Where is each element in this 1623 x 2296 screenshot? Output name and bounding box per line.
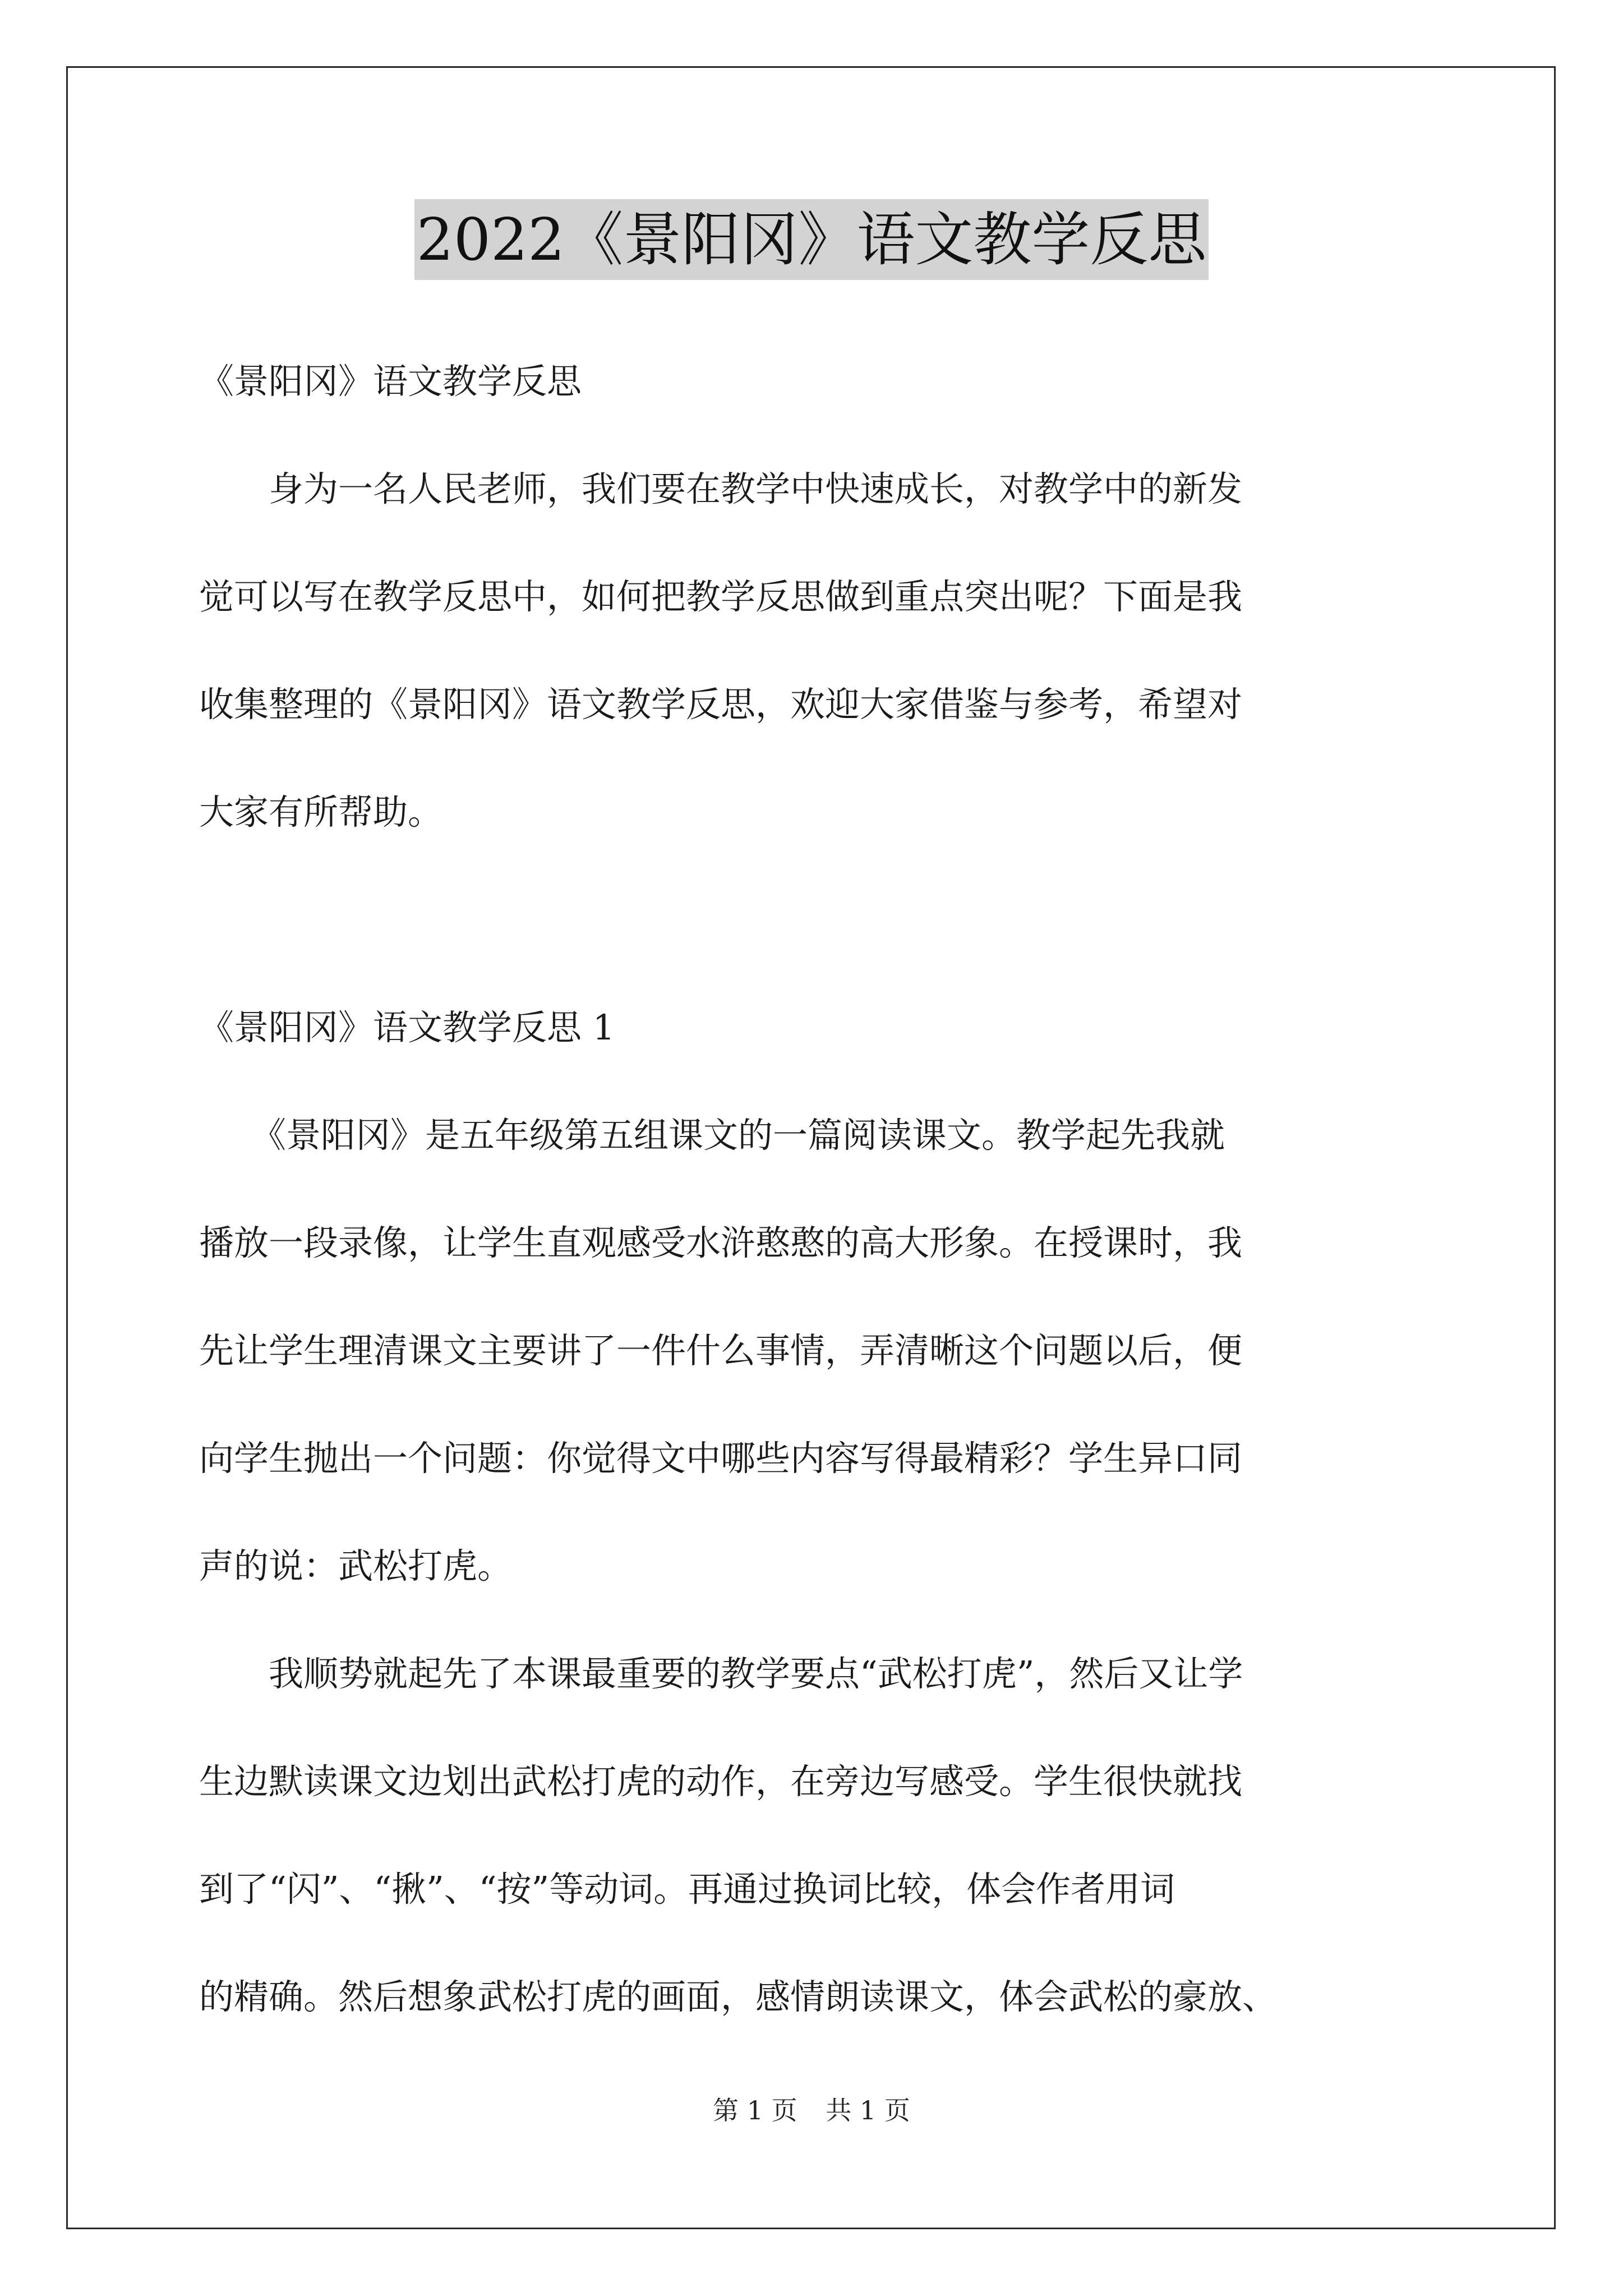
paragraph-line: 先让学生理清课文主要讲了一件什么事情，弄清晰这个问题以后，便 <box>199 1330 1243 1371</box>
paragraph-line: 向学生抛出一个问题：你觉得文中哪些内容写得最精彩？学生异口同 <box>199 1438 1243 1479</box>
section-heading: 《景阳冈》语文教学反思 1 <box>199 1007 615 1048</box>
intro-line: 身为一名人民老师，我们要在教学中快速成长，对教学中的新发 <box>199 468 1243 509</box>
paragraph-line: 到了“闪”、“揪”、“按”等动词。再通过换词比较，体会作者用词 <box>199 1869 1175 1910</box>
subtitle: 《景阳冈》语文教学反思 <box>199 361 582 402</box>
paragraph-line: 《景阳冈》是五年级第五组课文的一篇阅读课文。教学起先我就 <box>199 1115 1225 1156</box>
document-title: 2022《景阳冈》语文教学反思 <box>414 199 1209 280</box>
intro-line: 大家有所帮助。 <box>199 792 443 832</box>
paragraph-line: 声的说：武松打虎。 <box>199 1545 513 1586</box>
paragraph-line: 生边默读课文边划出武松打虎的动作，在旁边写感受。学生很快就找 <box>199 1761 1243 1802</box>
page-number: 第 1 页 <box>713 2095 797 2125</box>
paragraph-line: 我顺势就起先了本课最重要的教学要点“武松打虎”，然后又让学 <box>199 1653 1243 1694</box>
title-container <box>0 199 1623 280</box>
intro-line: 觉可以写在教学反思中，如何把教学反思做到重点突出呢？下面是我 <box>199 576 1243 617</box>
page-footer <box>0 2090 1623 2127</box>
paragraph-line: 的精确。然后想象武松打虎的画面，感情朗读课文，体会武松的豪放、 <box>199 1976 1278 2017</box>
page-total: 共 1 页 <box>826 2095 910 2125</box>
paragraph-line: 播放一段录像，让学生直观感受水浒憨憨的高大形象。在授课时，我 <box>199 1222 1243 1263</box>
intro-line: 收集整理的《景阳冈》语文教学反思，欢迎大家借鉴与参考，希望对 <box>199 684 1243 725</box>
